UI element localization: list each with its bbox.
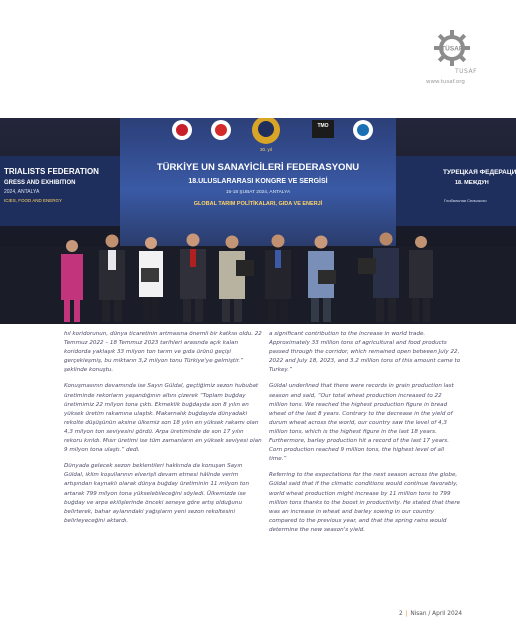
left-panel-line4: ICIES, FOOD AND ENERGY xyxy=(4,198,63,203)
paragraph: hıl koridorunun, dünya ticaretinin artmasına önemli bir katkısı oldu. 22 Temmuz 2022 – 18 Temmuz 2023 tarihleri arasında açık kalan koridorda yaklaşık 33 milyon ton tarım ve gıda ürünü geçişi gerçekleşmiş, bu miktarın 3,2 milyon tonu Türkiye'ye gelmiştir.” şeklinde konuştu. xyxy=(64,331,262,374)
tmo-label: TMO xyxy=(317,123,329,129)
right-panel-line2: 18. МЕЖДУН xyxy=(455,180,489,186)
left-panel-line2: GRESS AND EXHIBITION xyxy=(4,180,76,186)
english-article-column xyxy=(269,330,461,542)
left-panel-line1: TRIALISTS FEDERATION xyxy=(4,167,99,176)
left-panel-line3: 2024, ANTALYA xyxy=(4,189,40,195)
tusaf-gear-logo xyxy=(432,28,472,68)
page-number: 2 xyxy=(399,611,403,617)
event-photo xyxy=(0,118,516,324)
turkish-article-column xyxy=(64,330,262,533)
banner-date: 15-18 ŞUBAT 2024, ANTALYA xyxy=(225,190,291,195)
website-link[interactable]: www.tusaf.org xyxy=(426,79,465,85)
ceremony-photo xyxy=(0,118,516,324)
paragraph: Güldal underlined that there were records in grain production last season and said, “Our total wheat production increased to 22 million tons. We reached the highest production figure in bread wheat of the last 8 years. Contrary to the decrease in the yield of durum wheat across the world, our country saw the level of 4,3 million tons, which is the highest figure in the last 18 years. Furthermore, barley production hit a record of the last 17 years. Corn production reached 9 million tons, the highest level of all time.” xyxy=(269,383,454,463)
page-footer xyxy=(399,611,462,617)
paragraph: Dünyada gelecek sezon beklentileri hakkında da konuşan Sayın Güldal, iklim koşullarının elverişli devam etmesi hâlinde verim artışından kaynaklı olarak dünya buğday üretiminin 11 milyon ton artarak 799 milyon tona yükselebileceğini söyledi. Ülkemizde ise buğday ve arpa ekilişlerinde önceki seneye göre artış olduğunu belirterek, bahar aylarındaki yağışların yeni sezon rekoltesini belirleyeceğini aktardı. xyxy=(64,463,250,524)
right-panel-line3: Глобальная Сельскохо xyxy=(444,198,487,203)
paragraph: Referring to the expectations for the next season across the globe, Güldal said that if the climatic conditions would continue favorably, world wheat production might increase by 11 million tons to 799 million tons thanks to the boost in productivity. He stated that there was an increase in wheat and barley sowing in our country compared to the previous year, and that the spring rains would determine the new season's yield. xyxy=(269,472,461,533)
banner-subtitle: 18.ULUSLARARASI KONGRE VE SERGİSİ xyxy=(188,178,328,185)
logo-30yil: 30. yıl xyxy=(259,147,273,152)
paragraph: Konuşmasının devamında ise Sayın Güldal, geçtiğimiz sezon hububat üretiminde rekorların yaşandığının altını çizerek “Toplam buğday üretimimiz 22 milyon tona çıktı. Ekmeklik buğdayda son 8 yılın en yüksek üretim rakamına ulaştık. Makarnalık buğdayda dünyadaki rekolte düşüşünün aksine ülkemiz son 18 yılın en yüksek rakamı olan 4,3 milyon ton seviyesini gördü. Arpa üretiminde de son 17 yılın rekoru kırıldı. Mısır üretimi ise tüm zamanların en yüksek seviyesi olan 9 milyon tona ulaştı.” dedi. xyxy=(64,383,262,454)
right-panel-line1: ТУРЕЦКАЯ ФЕДЕРАЦИ xyxy=(443,169,516,176)
issue-date: Nisan / April 2024 xyxy=(410,611,463,617)
paragraph: a significant contribution to the increase in world trade. Approximately 33 million tons of agricultural and food products passed through the corridor, which remained open between July 22, 2022 and July 18, 2023, and 3.2 million tons of this amount came to Turkey.” xyxy=(269,331,461,374)
logo-text: TÜSAF xyxy=(441,45,463,53)
org-label: TUSAF xyxy=(455,68,478,75)
banner-title: TÜRKİYE UN SANAYİCİLERİ FEDERASYONU xyxy=(156,162,360,173)
footer-separator: | xyxy=(405,611,408,617)
banner-theme: GLOBAL TARIM POLİTİKALARI, GIDA VE ENERJİ xyxy=(193,201,323,207)
